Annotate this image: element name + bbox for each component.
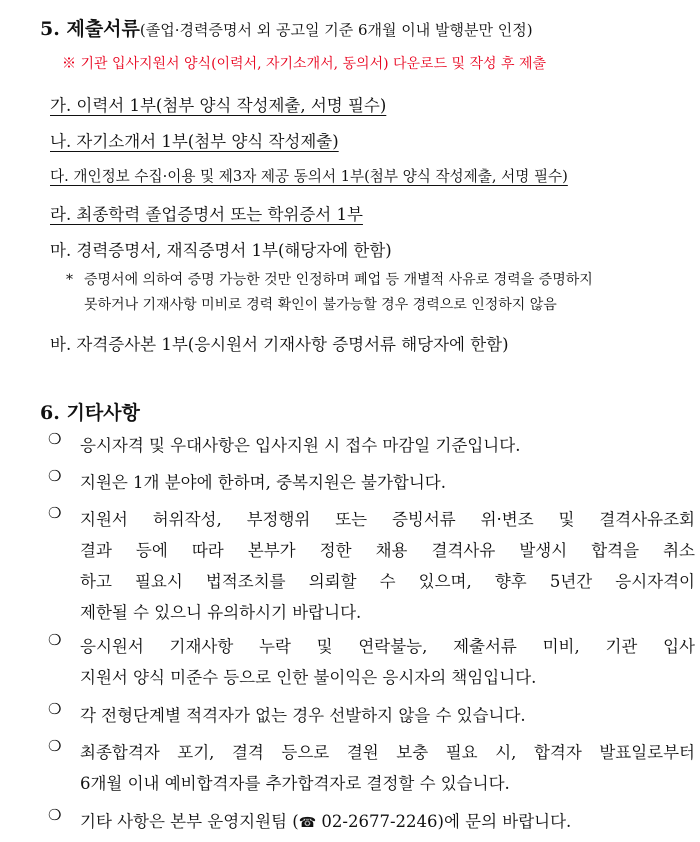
doc-item-resume: 가. 이력서 1부(첨부 양식 작성제출, 서명 필수) <box>50 96 387 115</box>
doc-item-privacy-consent: 다. 개인정보 수집·이용 및 제3자 제공 동의서 1부(첨부 양식 작성제출, 서명 필수) <box>50 168 568 185</box>
section-6-number: 6. <box>40 402 60 424</box>
section-6-title: 기타사항 <box>66 402 140 424</box>
section-5-number: 5. <box>40 18 60 40</box>
section-5-title: 제출서류 <box>66 18 140 40</box>
contact-phone: 02-2677-2246 <box>316 812 438 831</box>
doc-item-graduation-cert: 라. 최종학력 졸업증명서 또는 학위증서 1부 <box>50 205 363 224</box>
doc-item-self-intro: 나. 자기소개서 1부(첨부 양식 작성제출) <box>50 132 339 151</box>
circle-bullet-icon: ❍ <box>48 631 62 649</box>
circle-bullet-icon: ❍ <box>48 504 62 522</box>
download-notice: ※ 기관 입사지원서 양식(이력서, 자기소개서, 동의서) 다운로드 및 작성 후 제출 <box>62 56 547 72</box>
note-line-2: 못하거나 기재사항 미비로 경력 확인이 불가능할 경우 경력으로 인정하지 않음 <box>84 297 557 313</box>
contact-line <box>80 806 695 839</box>
note-star: * <box>66 272 73 288</box>
bullet-6-line-2: 6개월 이내 예비합격자를 추가합격자로 결정할 수 있습니다. <box>80 774 510 793</box>
doc-item-license-copy: 바. 자격증사본 1부(응시원서 기재사항 증명서류 해당자에 한함) <box>50 335 509 354</box>
circle-bullet-icon: ❍ <box>48 430 62 448</box>
contact-prefix: 기타 사항은 본부 운영지원팀 ( <box>80 812 299 831</box>
bullet-3-line-2: 결과 등에 따라 본부가 정한 채용 결격사유 발생시 합격을 취소 <box>80 541 695 560</box>
section-6-heading <box>40 398 140 425</box>
bullet-4-line-1: 응시원서 기재사항 누락 및 연락불능, 제출서류 미비, 기관 입사 <box>80 637 695 656</box>
contact-suffix: )에 문의 바랍니다. <box>437 812 572 831</box>
doc-item-career-cert: 마. 경력증명서, 재직증명서 1부(해당자에 한함) <box>50 241 392 260</box>
career-note <box>66 268 593 318</box>
note-line-1: 증명서에 의하여 증명 가능한 것만 인정하며 폐업 등 개별적 사유로 경력을 증명하지 <box>84 272 593 288</box>
circle-bullet-icon: ❍ <box>48 737 62 755</box>
bullet-2-line-1: 지원은 1개 분야에 한하며, 중복지원은 불가합니다. <box>80 473 446 492</box>
circle-bullet-icon: ❍ <box>48 806 62 824</box>
section-5-heading <box>40 14 533 41</box>
phone-icon: ☎ <box>298 815 317 831</box>
bullet-1-line-1: 응시자격 및 우대사항은 입사지원 시 접수 마감일 기준입니다. <box>80 436 521 455</box>
circle-bullet-icon: ❍ <box>48 467 62 485</box>
bullet-4-line-2: 지원서 양식 미준수 등으로 인한 불이익은 응시자의 책임입니다. <box>80 668 537 687</box>
bullet-6-line-1: 최종합격자 포기, 결격 등으로 결원 보충 필요 시, 합격자 발표일로부터 <box>80 743 695 762</box>
bullet-5-line-1: 각 전형단계별 적격자가 없는 경우 선발하지 않을 수 있습니다. <box>80 706 526 725</box>
bullet-3-line-4: 제한될 수 있으니 유의하시기 바랍니다. <box>80 603 362 622</box>
bullet-3-line-1: 지원서 허위작성, 부정행위 또는 증빙서류 위·변조 및 결격사유조회 <box>80 510 695 529</box>
bullet-3-line-3: 하고 필요시 법적조치를 의뢰할 수 있으며, 향후 5년간 응시자격이 <box>80 572 695 591</box>
circle-bullet-icon: ❍ <box>48 700 62 718</box>
section-5-subtitle: (졸업·경력증명서 외 공고일 기준 6개월 이내 발행분만 인정) <box>139 21 533 39</box>
